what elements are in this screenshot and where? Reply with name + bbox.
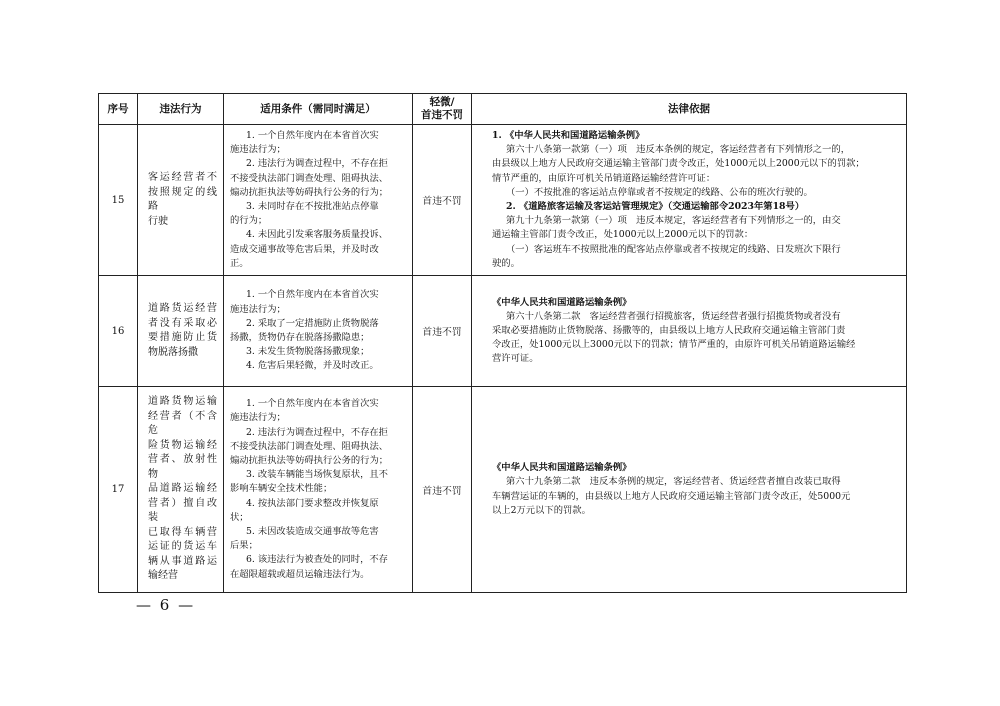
header-violation: 违法行为 bbox=[138, 94, 224, 125]
header-conditions: 适用条件（需同时满足） bbox=[224, 94, 413, 125]
condition-line: 6. 该违法行为被查处的同时，不存 bbox=[246, 554, 388, 566]
condition-line: 煽动抗拒执法等妨碍执行公务的行为； bbox=[230, 186, 389, 198]
condition-line: 状； bbox=[230, 511, 249, 523]
header-legal-basis: 法律依据 bbox=[472, 94, 907, 125]
condition-line: 造成交通事故等危害后果，并及时改 bbox=[230, 243, 379, 255]
violation-line: 行驶 bbox=[148, 215, 168, 227]
condition-line: 施违法行为； bbox=[230, 144, 286, 156]
legal-basis-line: 车辆营运证的车辆的，由县级以上地方人民政府交通运输主管部门责令改正，处5000元 bbox=[492, 490, 851, 502]
legal-basis-line: 以上2万元以下的罚款。 bbox=[492, 504, 591, 516]
violation-cell bbox=[138, 387, 224, 593]
header-penalty bbox=[413, 94, 472, 125]
condition-line: 4. 按执法部门要求整改并恢复原 bbox=[246, 497, 379, 509]
conditions-cell bbox=[224, 276, 413, 387]
violation-line: 物脱落扬撒 bbox=[148, 346, 198, 358]
condition-line: 5. 未因改装造成交通事故等危害 bbox=[246, 526, 379, 538]
legal-basis-line: 营许可证。 bbox=[492, 353, 539, 365]
condition-line: 不接受执法部门调查处理、阻碍执法、 bbox=[230, 172, 389, 184]
conditions-cell bbox=[224, 387, 413, 593]
condition-line: 4. 未因此引发乘客服务质量投诉、 bbox=[246, 229, 388, 241]
condition-line: 扬撒，货物仍存在脱落扬撒隐患； bbox=[230, 332, 370, 344]
regulation-table bbox=[98, 93, 907, 593]
legal-basis-line: 驶的。 bbox=[492, 257, 520, 269]
legal-basis-line: 通运输主管部门责令改正，处1000元以上2000元以下的罚款： bbox=[492, 229, 754, 241]
condition-line: 正。 bbox=[230, 257, 249, 269]
condition-line: 2. 违法行为调查过程中，不存在拒 bbox=[246, 158, 388, 170]
penalty-cell: 首违不罚 bbox=[413, 387, 472, 593]
condition-line: 2. 采取了一定措施防止货物脱落 bbox=[246, 317, 379, 329]
row-number: 15 bbox=[99, 125, 138, 276]
table-header-row bbox=[99, 94, 907, 125]
header-penalty-line1: 轻微/ bbox=[429, 96, 455, 108]
violation-line: 辆从事道路运 bbox=[148, 555, 217, 567]
violation-line: 道路货运经营 bbox=[148, 303, 217, 315]
violation-line: 品道路运输经 bbox=[148, 483, 217, 495]
row-number: 17 bbox=[99, 387, 138, 593]
condition-line: 3. 改装车辆能当场恢复原状，且不 bbox=[246, 469, 388, 481]
condition-line: 3. 未发生货物脱落扬撒现象； bbox=[246, 346, 370, 358]
violation-line: 输经营 bbox=[148, 570, 178, 582]
condition-line: 3. 未同时存在不按批准站点停靠 bbox=[246, 201, 379, 213]
header-penalty-line2: 首违不罚 bbox=[421, 109, 463, 121]
legal-basis-line: 第九十九条第一款第（一）项 违反本规定，客运经营者有下列情形之一的，由交 bbox=[506, 215, 841, 227]
condition-line: 1. 一个自然年度内在本省首次实 bbox=[246, 289, 379, 301]
violation-cell bbox=[138, 276, 224, 387]
page-number: — 6 — bbox=[136, 596, 196, 614]
legal-basis-line: 第六十八条第一款第（一）项 违反本条例的规定，客运经营者有下列情形之一的， bbox=[506, 144, 850, 156]
violation-line: 营者、放射性物 bbox=[148, 454, 217, 480]
legal-basis-line: 令改正，处1000元以上3000元以下的罚款；情节严重的，由原许可机关吊销道路运输经 bbox=[492, 339, 856, 351]
condition-line: 施违法行为； bbox=[230, 303, 286, 315]
table-row bbox=[99, 125, 907, 276]
condition-line: 1. 一个自然年度内在本省首次实 bbox=[246, 398, 379, 410]
legal-basis-line: 1. 《中华人民共和国道路运输条例》 bbox=[492, 130, 645, 141]
violation-line: 者没有采取必 bbox=[148, 317, 217, 329]
legal-basis-line: 《中华人民共和国道路运输条例》 bbox=[492, 462, 632, 474]
legal-basis-line: 第六十九条第二款 违反本条例的规定，客运经营者、货运经营者擅自改装已取得 bbox=[506, 476, 841, 488]
penalty-cell: 首违不罚 bbox=[413, 276, 472, 387]
condition-line: 4. 危害后果轻微，并及时改正。 bbox=[246, 360, 379, 372]
header-number: 序号 bbox=[99, 94, 138, 125]
condition-line: 1. 一个自然年度内在本省首次实 bbox=[246, 130, 379, 141]
violation-line: 要措施防止货 bbox=[148, 332, 217, 344]
violation-line: 道路货物运输 bbox=[148, 396, 217, 408]
penalty-cell: 首违不罚 bbox=[413, 125, 472, 276]
violation-line: 营者）擅自改装 bbox=[148, 497, 217, 524]
condition-line: 的行为； bbox=[230, 215, 268, 227]
violation-line: 客运经营者不 bbox=[148, 172, 217, 184]
legal-basis-line: 2. 《道路旅客运输及客运站管理规定》（交通运输部令2023年第18号） bbox=[506, 201, 805, 213]
violation-line: 险货物运输经 bbox=[148, 439, 217, 451]
condition-line: 施违法行为； bbox=[230, 412, 286, 424]
row-number: 16 bbox=[99, 276, 138, 387]
violation-line: 经营者（不含危 bbox=[148, 410, 217, 437]
legal-basis-line: 由县级以上地方人民政府交通运输主管部门责令改正，处1000元以上2000元以下的罚款； bbox=[492, 158, 865, 170]
violation-line: 已取得车辆营 bbox=[148, 526, 217, 538]
legal-basis-cell bbox=[472, 125, 907, 276]
table-row bbox=[99, 387, 907, 593]
violation-line: 运证的货运车 bbox=[148, 541, 217, 553]
condition-line: 影响车辆安全技术性能； bbox=[230, 483, 333, 495]
condition-line: 后果； bbox=[230, 540, 258, 552]
violation-line: 按照规定的线路 bbox=[148, 186, 217, 213]
violation-cell bbox=[138, 125, 224, 276]
condition-line: 2. 违法行为调查过程中，不存在拒 bbox=[246, 426, 388, 438]
legal-basis-cell bbox=[472, 276, 907, 387]
condition-line: 煽动抗拒执法等妨碍执行公务的行为； bbox=[230, 455, 389, 467]
condition-line: 不接受执法部门调查处理、阻碍执法、 bbox=[230, 440, 389, 452]
legal-basis-line: （一）客运班车不按照批准的配客站点停靠或者不按规定的线路、日发班次下限行 bbox=[506, 243, 841, 255]
legal-basis-line: 采取必要措施防止货物脱落、扬撒等的，由县级以上地方人民政府交通运输主管部门责 bbox=[492, 324, 846, 336]
legal-basis-line: 《中华人民共和国道路运输条例》 bbox=[492, 296, 632, 308]
condition-line: 在超限超载或超员运输违法行为。 bbox=[230, 568, 370, 580]
conditions-cell bbox=[224, 125, 413, 276]
legal-basis-line: 情节严重的，由原许可机关吊销道路运输经营许可证： bbox=[492, 172, 716, 184]
legal-basis-cell bbox=[472, 387, 907, 593]
legal-basis-line: （一）不按批准的客运站点停靠或者不按规定的线路、公布的班次行驶的。 bbox=[506, 186, 813, 198]
table-row bbox=[99, 276, 907, 387]
legal-basis-line: 第六十八条第二款 客运经营者强行招揽旅客，货运经营者强行招揽货物或者没有 bbox=[506, 310, 841, 322]
